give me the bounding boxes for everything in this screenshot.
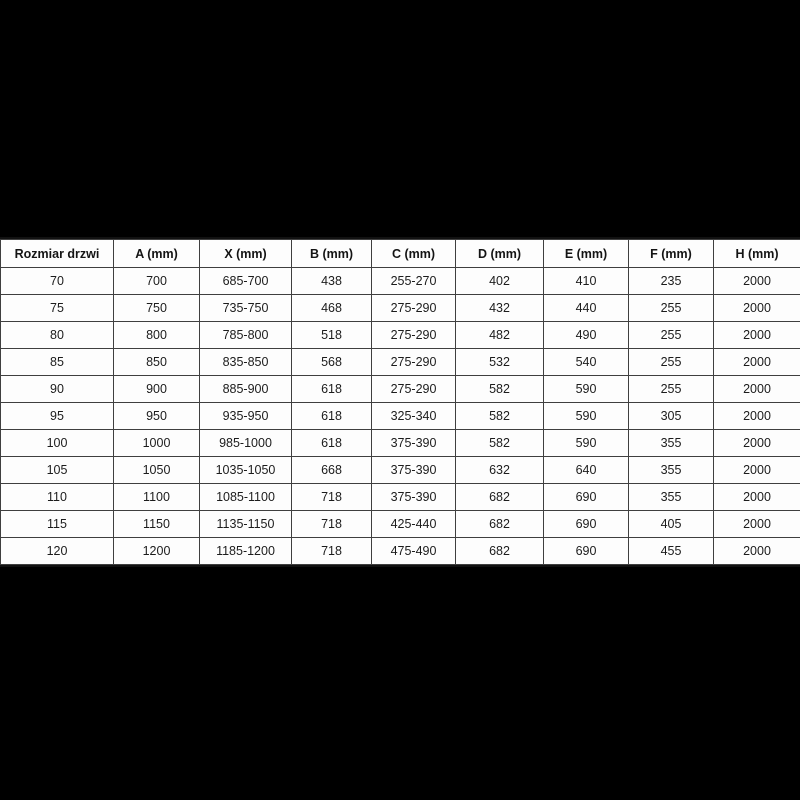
table-cell: 618 [292, 430, 372, 457]
table-cell: 2000 [714, 322, 800, 349]
table-cell: 1135-1150 [200, 511, 292, 538]
table-cell: 900 [114, 376, 200, 403]
column-header: D (mm) [456, 240, 544, 268]
table-cell: 482 [456, 322, 544, 349]
table-cell: 355 [629, 484, 714, 511]
table-cell: 410 [544, 268, 629, 295]
table-row [1, 511, 800, 538]
table-cell: 275-290 [372, 349, 456, 376]
table-cell: 255-270 [372, 268, 456, 295]
table-row [1, 430, 800, 457]
table-cell: 1200 [114, 538, 200, 565]
table-cell: 95 [1, 403, 114, 430]
table-cell: 618 [292, 403, 372, 430]
table-cell: 468 [292, 295, 372, 322]
table-cell: 402 [456, 268, 544, 295]
table-cell: 1085-1100 [200, 484, 292, 511]
column-header: C (mm) [372, 240, 456, 268]
table-row [1, 268, 800, 295]
table-cell: 568 [292, 349, 372, 376]
table-cell: 885-900 [200, 376, 292, 403]
table-cell: 540 [544, 349, 629, 376]
table-cell: 255 [629, 376, 714, 403]
table-cell: 115 [1, 511, 114, 538]
table-cell: 1000 [114, 430, 200, 457]
table-cell: 800 [114, 322, 200, 349]
table-cell: 325-340 [372, 403, 456, 430]
table-cell: 355 [629, 457, 714, 484]
table-cell: 718 [292, 484, 372, 511]
table-row [1, 376, 800, 403]
table-cell: 440 [544, 295, 629, 322]
table-cell: 950 [114, 403, 200, 430]
table-cell: 690 [544, 484, 629, 511]
table-cell: 2000 [714, 484, 800, 511]
column-header: B (mm) [292, 240, 372, 268]
table-cell: 1100 [114, 484, 200, 511]
table-cell: 255 [629, 295, 714, 322]
table-cell: 100 [1, 430, 114, 457]
table-cell: 2000 [714, 268, 800, 295]
table-cell: 582 [456, 376, 544, 403]
table-cell: 682 [456, 511, 544, 538]
table-cell: 640 [544, 457, 629, 484]
table-cell: 425-440 [372, 511, 456, 538]
column-header: Rozmiar drzwi [1, 240, 114, 268]
spec-table-container [0, 237, 800, 567]
table-cell: 90 [1, 376, 114, 403]
table-cell: 375-390 [372, 430, 456, 457]
table-cell: 2000 [714, 403, 800, 430]
table-cell: 275-290 [372, 295, 456, 322]
header-row [1, 240, 800, 268]
table-cell: 375-390 [372, 457, 456, 484]
table-cell: 582 [456, 403, 544, 430]
table-cell: 80 [1, 322, 114, 349]
table-cell: 590 [544, 403, 629, 430]
table-cell: 70 [1, 268, 114, 295]
table-cell: 682 [456, 484, 544, 511]
table-cell: 700 [114, 268, 200, 295]
table-cell: 750 [114, 295, 200, 322]
table-cell: 490 [544, 322, 629, 349]
table-cell: 2000 [714, 511, 800, 538]
table-cell: 590 [544, 376, 629, 403]
table-cell: 305 [629, 403, 714, 430]
table-cell: 682 [456, 538, 544, 565]
table-cell: 2000 [714, 349, 800, 376]
table-row [1, 484, 800, 511]
table-row [1, 295, 800, 322]
table-row [1, 322, 800, 349]
table-cell: 432 [456, 295, 544, 322]
table-cell: 1050 [114, 457, 200, 484]
table-cell: 375-390 [372, 484, 456, 511]
table-cell: 455 [629, 538, 714, 565]
table-row [1, 349, 800, 376]
table-body [1, 268, 800, 565]
table-cell: 718 [292, 511, 372, 538]
table-cell: 2000 [714, 457, 800, 484]
table-cell: 438 [292, 268, 372, 295]
table-cell: 110 [1, 484, 114, 511]
table-cell: 235 [629, 268, 714, 295]
table-cell: 2000 [714, 295, 800, 322]
table-cell: 2000 [714, 430, 800, 457]
table-cell: 690 [544, 511, 629, 538]
table-cell: 590 [544, 430, 629, 457]
column-header: E (mm) [544, 240, 629, 268]
table-cell: 632 [456, 457, 544, 484]
table-cell: 532 [456, 349, 544, 376]
table-cell: 275-290 [372, 376, 456, 403]
table-cell: 1185-1200 [200, 538, 292, 565]
table-cell: 475-490 [372, 538, 456, 565]
table-cell: 582 [456, 430, 544, 457]
table-cell: 785-800 [200, 322, 292, 349]
table-cell: 685-700 [200, 268, 292, 295]
column-header: F (mm) [629, 240, 714, 268]
table-row [1, 457, 800, 484]
table-cell: 105 [1, 457, 114, 484]
table-cell: 935-950 [200, 403, 292, 430]
table-cell: 355 [629, 430, 714, 457]
table-cell: 2000 [714, 538, 800, 565]
size-table [0, 239, 800, 565]
table-cell: 690 [544, 538, 629, 565]
table-cell: 405 [629, 511, 714, 538]
column-header: H (mm) [714, 240, 800, 268]
table-cell: 1035-1050 [200, 457, 292, 484]
column-header: A (mm) [114, 240, 200, 268]
table-cell: 718 [292, 538, 372, 565]
table-row [1, 538, 800, 565]
table-cell: 668 [292, 457, 372, 484]
table-cell: 255 [629, 322, 714, 349]
table-cell: 2000 [714, 376, 800, 403]
table-cell: 85 [1, 349, 114, 376]
table-cell: 985-1000 [200, 430, 292, 457]
table-cell: 255 [629, 349, 714, 376]
table-cell: 120 [1, 538, 114, 565]
table-cell: 75 [1, 295, 114, 322]
table-cell: 518 [292, 322, 372, 349]
table-row [1, 403, 800, 430]
table-cell: 275-290 [372, 322, 456, 349]
table-cell: 835-850 [200, 349, 292, 376]
table-cell: 735-750 [200, 295, 292, 322]
table-cell: 850 [114, 349, 200, 376]
table-cell: 618 [292, 376, 372, 403]
column-header: X (mm) [200, 240, 292, 268]
table-cell: 1150 [114, 511, 200, 538]
